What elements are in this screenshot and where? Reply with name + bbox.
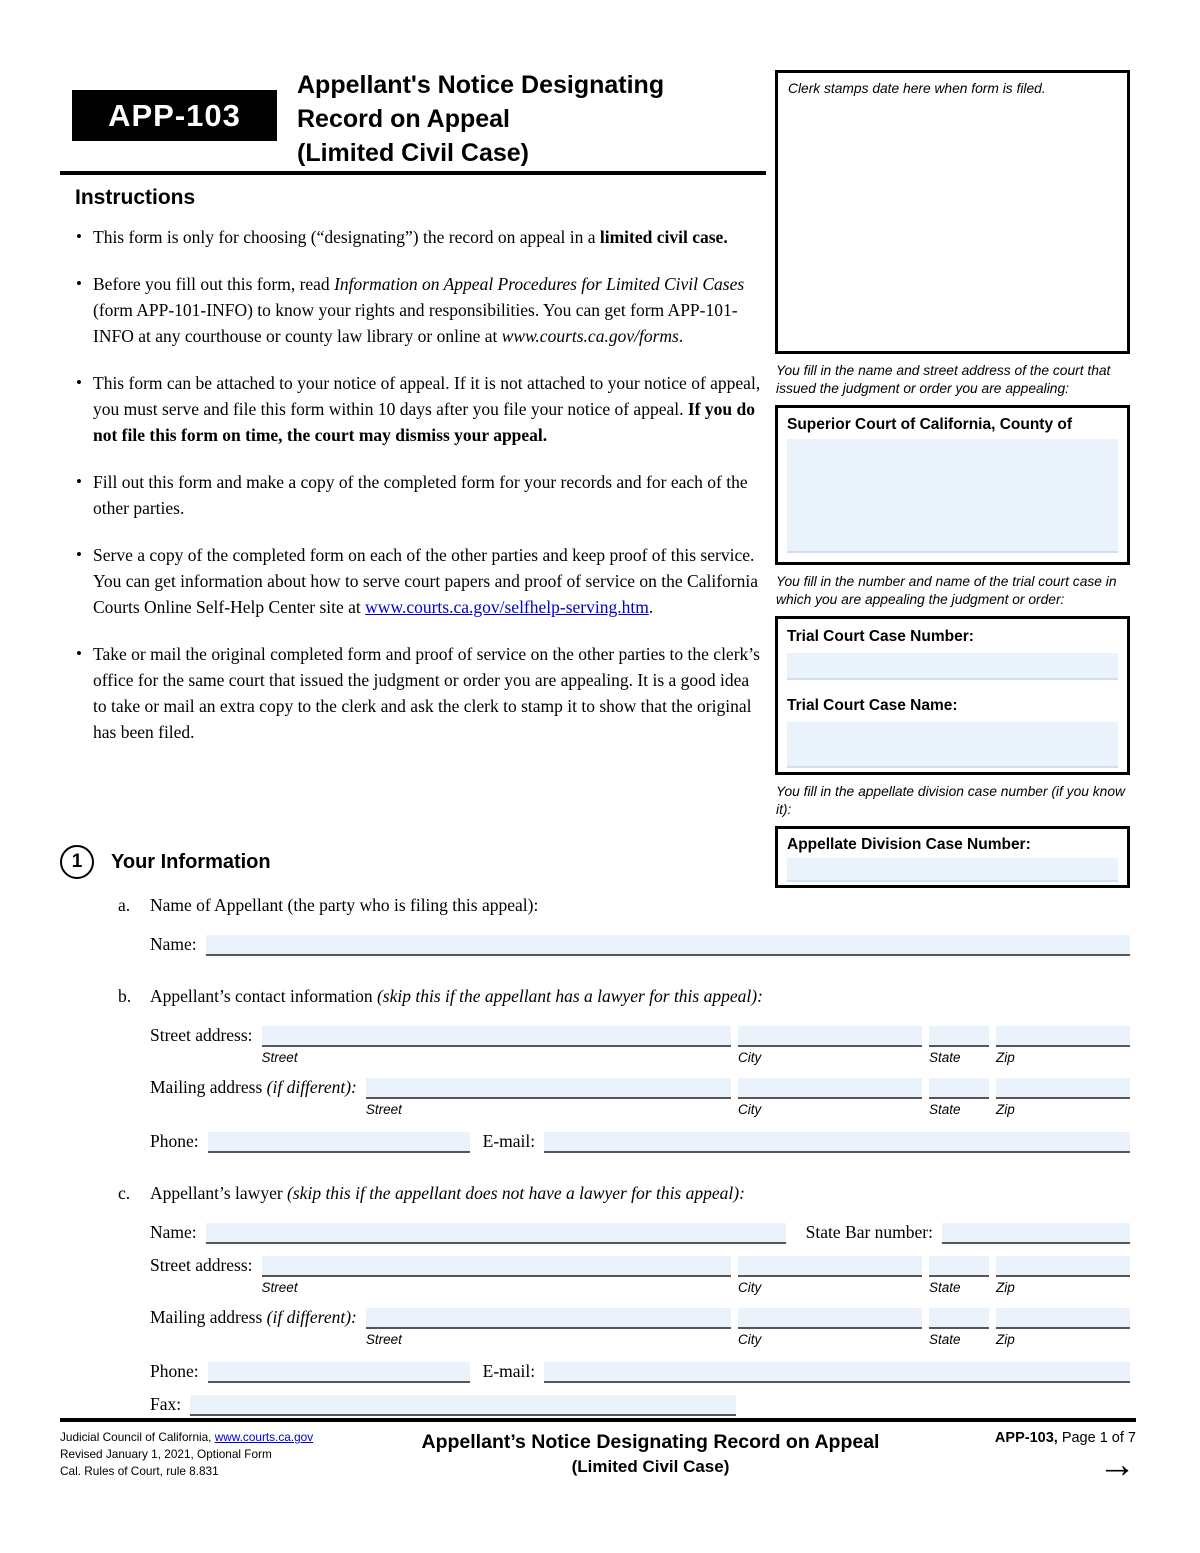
inline-link[interactable]: www.courts.ca.gov/selfhelp-serving.htm <box>365 597 649 617</box>
appellant-street-address-row <box>150 1024 1130 1066</box>
footer-right-block <box>956 1429 1136 1486</box>
footer-publisher-text: Judicial Council of California, <box>60 1430 215 1444</box>
instruction-text: This form can be attached to your notice of appeal. If it is not attached to your notice of appeal, you must serve and file this form within 10 days after you file your notice of appeal. If you do not file this form on time, the court may dismiss your appeal. <box>93 373 761 445</box>
name-label: Name: <box>150 1222 197 1242</box>
mailing-address-label: Mailing address (if different): <box>150 1307 357 1327</box>
superior-court-field[interactable] <box>787 439 1118 553</box>
item-c-prefix: c. <box>118 1183 131 1203</box>
lawyer-city-field[interactable] <box>738 1256 922 1277</box>
state-sublabel: State <box>929 1332 961 1347</box>
item-a-line <box>118 893 1130 917</box>
lawyer-name-field[interactable] <box>206 1223 786 1244</box>
lawyer-mailing-zip-field[interactable] <box>996 1308 1130 1329</box>
superior-court-box <box>775 405 1130 565</box>
instruction-text: This form is only for choosing (“designating”) the record on appeal in a limited civil case. <box>93 227 728 247</box>
footer-rule-line: Cal. Rules of Court, rule 8.831 <box>60 1464 219 1478</box>
superior-court-label: Superior Court of California, County of <box>787 416 1073 433</box>
state-sublabel: State <box>929 1050 961 1065</box>
lawyer-fax-field[interactable] <box>190 1395 736 1416</box>
instructions-section <box>60 186 766 766</box>
form-title-line1: Appellant's Notice Designating <box>297 71 665 99</box>
footer-left-block <box>60 1429 345 1480</box>
zip-sublabel: Zip <box>996 1280 1015 1295</box>
lawyer-phone-email-row <box>150 1360 1130 1383</box>
appellant-phone-email-row <box>150 1130 1130 1153</box>
phone-label: Phone: <box>150 1361 199 1381</box>
header-divider <box>60 171 766 175</box>
appellate-case-note: You fill in the appellate division case number (if you know it): <box>776 784 1125 817</box>
footer-center-block <box>345 1429 956 1480</box>
instruction-bullet-6 <box>60 641 766 745</box>
footer-revision-line: Revised January 1, 2021, Optional Form <box>60 1447 272 1461</box>
fax-label: Fax: <box>150 1394 182 1414</box>
section-number-badge: 1 <box>60 845 94 879</box>
form-number-badge: APP-103 <box>72 90 277 141</box>
bullet-icon: • <box>76 227 82 246</box>
state-sublabel: State <box>929 1102 961 1117</box>
street-sublabel: Street <box>365 1332 402 1347</box>
form-title-line3: (Limited Civil Case) <box>297 139 529 167</box>
street-sublabel: Street <box>261 1050 298 1065</box>
item-c-line <box>118 1181 1130 1205</box>
appellant-mailing-state-field[interactable] <box>929 1078 989 1099</box>
section-1-header <box>60 845 1130 879</box>
phone-label: Phone: <box>150 1131 199 1151</box>
trial-case-note: You fill in the number and name of the trial court case in which you are appealing the judgment or order: <box>776 574 1117 607</box>
bullet-icon: • <box>76 472 82 491</box>
appellant-city-field[interactable] <box>738 1026 922 1047</box>
instruction-bullet-5 <box>60 542 766 620</box>
footer-form-subtitle: (Limited Civil Case) <box>571 1457 730 1476</box>
trial-case-number-field[interactable] <box>787 653 1118 680</box>
form-title <box>297 68 767 170</box>
trial-case-name-field[interactable] <box>787 722 1118 768</box>
instruction-text: Take or mail the original completed form and proof of service on the other parties to the clerk’s office for the same court that issued the judgment or order you are appealing. It is a good idea to take or mail an extra copy to the clerk and ask the clerk to stamp it to show that the original has been filed. <box>93 644 760 742</box>
lawyer-street-address-row <box>150 1254 1130 1296</box>
street-address-label: Street address: <box>150 1255 253 1275</box>
bullet-icon: • <box>76 644 82 663</box>
lawyer-mailing-address-row <box>150 1306 1130 1348</box>
instruction-bullet-1 <box>60 224 766 250</box>
city-sublabel: City <box>738 1102 762 1117</box>
item-b-text: Appellant’s contact information (skip this if the appellant has a lawyer for this appeal): <box>150 986 763 1006</box>
city-sublabel: City <box>738 1280 762 1295</box>
instruction-bullet-4 <box>60 469 766 521</box>
item-b-line <box>118 984 1130 1008</box>
street-address-label: Street address: <box>150 1025 253 1045</box>
instruction-text: Before you fill out this form, read Information on Appeal Procedures for Limited Civil Cases (form APP-101-INFO) to know your rights and responsibilities. You can get form APP-101-INFO at any courthouse or county law library or online at www.courts.ca.gov/forms. <box>93 274 745 346</box>
zip-sublabel: Zip <box>996 1050 1015 1065</box>
lawyer-phone-field[interactable] <box>208 1362 470 1383</box>
street-sublabel: Street <box>365 1102 402 1117</box>
appellate-case-number-label: Appellate Division Case Number: <box>787 836 1031 853</box>
appellant-mailing-zip-field[interactable] <box>996 1078 1130 1099</box>
next-page-arrow-icon: → <box>1098 1444 1136 1486</box>
trial-case-number-label: Trial Court Case Number: <box>787 628 974 645</box>
trial-court-box <box>775 616 1130 775</box>
lawyer-email-field[interactable] <box>544 1362 1130 1383</box>
lawyer-mailing-city-field[interactable] <box>738 1308 922 1329</box>
lawyer-state-field[interactable] <box>929 1256 989 1277</box>
email-label: E-mail: <box>482 1131 536 1151</box>
name-label: Name: <box>150 934 197 954</box>
item-c-text: Appellant’s lawyer (skip this if the appellant does not have a lawyer for this appeal): <box>150 1183 745 1203</box>
appellant-street-field[interactable] <box>262 1026 731 1047</box>
lawyer-street-field[interactable] <box>262 1256 731 1277</box>
instructions-heading: Instructions <box>75 186 196 209</box>
appellant-state-field[interactable] <box>929 1026 989 1047</box>
instruction-text: Serve a copy of the completed form on each of the other parties and keep proof of this service. You can get information about how to serve court papers and proof of service on the California Courts Online Self-Help Center site at www.courts.ca.gov/selfhelp-serving.htm. <box>93 545 758 617</box>
zip-sublabel: Zip <box>996 1332 1015 1347</box>
zip-sublabel: Zip <box>996 1102 1015 1117</box>
appellant-zip-field[interactable] <box>996 1026 1130 1047</box>
section-title: Your Information <box>111 850 271 873</box>
court-address-note: You fill in the name and street address of the court that issued the judgment or order you are appealing: <box>776 363 1111 396</box>
footer-form-title: Appellant’s Notice Designating Record on Appeal <box>421 1431 880 1453</box>
appellant-name-field[interactable] <box>206 935 1130 956</box>
bullet-icon: • <box>76 373 82 392</box>
item-a-text: Name of Appellant (the party who is filing this appeal): <box>150 895 539 915</box>
city-sublabel: City <box>738 1050 762 1065</box>
footer-form-number: APP-103, <box>994 1430 1058 1446</box>
bullet-icon: • <box>76 545 82 564</box>
appellant-name-row <box>150 933 1130 956</box>
instruction-bullet-3 <box>60 370 766 448</box>
courts-website-link[interactable]: www.courts.ca.gov <box>214 1430 314 1444</box>
appellant-email-field[interactable] <box>544 1132 1130 1153</box>
page-footer <box>60 1418 1136 1486</box>
lawyer-mailing-street-field[interactable] <box>366 1308 731 1329</box>
street-sublabel: Street <box>261 1280 298 1295</box>
mailing-address-label: Mailing address (if different): <box>150 1077 357 1097</box>
footer-page-number: Page 1 of 7 <box>1057 1430 1136 1446</box>
state-bar-number-label: State Bar number: <box>805 1222 933 1242</box>
trial-case-name-label: Trial Court Case Name: <box>787 697 958 714</box>
lawyer-state-bar-field[interactable] <box>942 1223 1130 1244</box>
lawyer-name-row <box>150 1221 1130 1244</box>
appellant-mailing-address-row <box>150 1076 1130 1118</box>
footer-publisher-line <box>60 1429 345 1446</box>
city-sublabel: City <box>738 1332 762 1347</box>
form-title-line2: Record on Appeal <box>297 105 510 133</box>
item-b-prefix: b. <box>118 986 132 1006</box>
lawyer-zip-field[interactable] <box>996 1256 1130 1277</box>
lawyer-mailing-state-field[interactable] <box>929 1308 989 1329</box>
right-column <box>775 70 1130 888</box>
appellant-mailing-city-field[interactable] <box>738 1078 922 1099</box>
item-a-prefix: a. <box>118 895 131 915</box>
clerk-stamp-note: Clerk stamps date here when form is filed. <box>788 81 1046 96</box>
instruction-bullet-2 <box>60 271 766 349</box>
clerk-stamp-box <box>775 70 1130 354</box>
email-label: E-mail: <box>482 1361 536 1381</box>
section-your-information <box>60 845 1130 1416</box>
lawyer-fax-row <box>150 1393 1130 1416</box>
bullet-icon: • <box>76 274 82 293</box>
instruction-text: Fill out this form and make a copy of the completed form for your records and for each of the other parties. <box>93 472 748 518</box>
appellant-mailing-street-field[interactable] <box>366 1078 731 1099</box>
appellant-phone-field[interactable] <box>208 1132 470 1153</box>
state-sublabel: State <box>929 1280 961 1295</box>
